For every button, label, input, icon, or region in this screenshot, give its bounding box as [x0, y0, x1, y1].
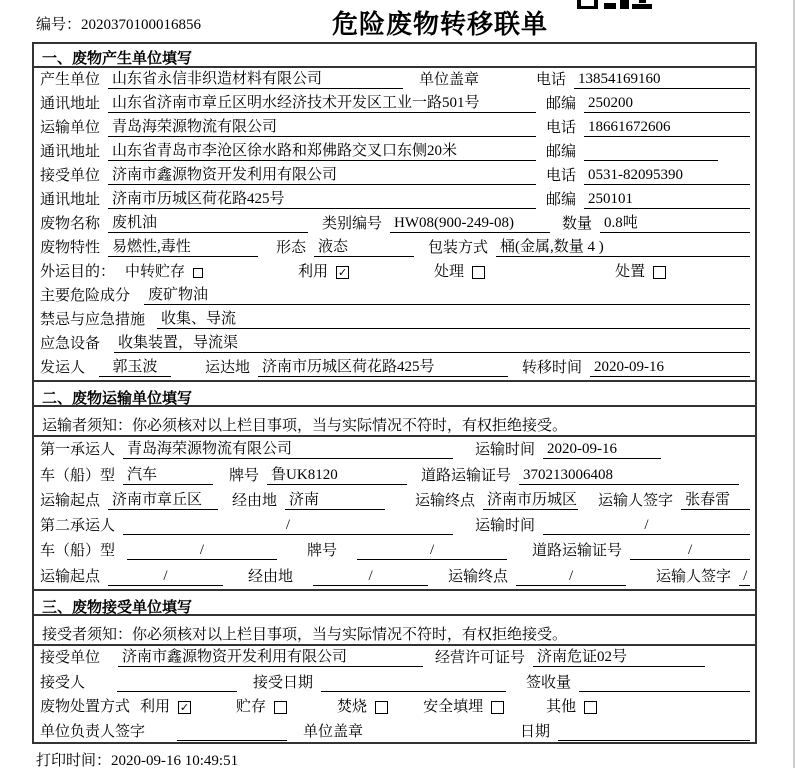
route-start1-label: 运输起点	[40, 492, 101, 509]
waste-property-row	[34, 236, 755, 260]
disposal-storage-label: 贮存	[236, 699, 267, 716]
vehicle-type1-label: 车（船）型	[40, 467, 116, 484]
disposal-landfill-option	[423, 695, 504, 716]
disposal-landfill-checkbox	[491, 701, 504, 714]
hazard-component-label: 主要危险成分	[40, 288, 131, 304]
transporter-phone-label: 电话	[546, 120, 577, 136]
date-value	[558, 724, 750, 741]
date-label: 日期	[519, 723, 550, 740]
section3-title: 三、废物接受单位填写	[34, 589, 755, 616]
serial-number	[36, 13, 201, 34]
first-carrier-value: 青岛海荣源物流有限公司	[123, 437, 453, 459]
disposal-utilize-option	[140, 695, 191, 716]
purpose-treat-option	[434, 260, 485, 281]
accepting-unit-label: 接受单位	[40, 650, 101, 667]
road-permit1-value: 370213006408	[519, 467, 739, 485]
purpose-dispose-checkbox	[653, 266, 666, 279]
physical-form-value: 液态	[314, 235, 414, 257]
vehicle1-row	[34, 462, 755, 487]
producer-unit-value: 山东省永信非织造材料有限公司	[108, 67, 403, 89]
quantity-value: 0.8吨	[600, 211, 750, 233]
license-number-label: 经营许可证号	[435, 650, 526, 667]
first-carrier-label: 第一承运人	[40, 442, 116, 459]
second-carrier-value: /	[123, 517, 453, 535]
receiver-address-row	[34, 188, 755, 212]
transporter-unit-row	[34, 116, 755, 140]
receiver-phone-value: 0531-82095390	[584, 167, 750, 185]
responsible-signature-label: 单位负责人签字	[40, 723, 146, 740]
disposal-other-option	[546, 695, 597, 716]
second-carrier-label: 第二承运人	[40, 518, 116, 535]
section3-body	[34, 646, 755, 744]
destination-label: 运达地	[205, 360, 251, 376]
receiver-notice: 接受者须知：你必须核对以上栏目事项，当与实际情况不符时，有权拒绝接受。	[34, 616, 755, 646]
transport-time1-label: 运输时间	[475, 442, 536, 459]
producer-phone-label: 电话	[535, 72, 566, 88]
quantity-label: 数量	[562, 216, 593, 232]
emergency-equipment-value: 收集装置，导流渠	[114, 331, 750, 353]
producer-unit-row	[34, 68, 755, 92]
route-via1-label: 经由地	[232, 492, 278, 509]
vehicle-type1-value: 汽车	[123, 463, 213, 485]
disposal-incinerate-option	[337, 695, 388, 716]
transporter-address-value: 山东省青岛市李沧区徐水路和郑佛路交叉口东侧20米	[108, 139, 536, 161]
document-title: 危险废物转移联单	[331, 9, 548, 39]
disposal-incinerate-checkbox	[375, 701, 388, 714]
disposal-utilize-label: 利用	[140, 699, 171, 716]
carrier-signature2-label: 运输人签字	[656, 568, 732, 585]
transfer-date-value: 2020-09-16	[590, 359, 750, 377]
receiver-unit-label: 接受单位	[40, 168, 101, 184]
section2-title: 二、废物运输单位填写	[34, 380, 755, 407]
qr-code-fragment-icon	[577, 0, 652, 9]
receiver-person-label: 接受人	[40, 674, 86, 691]
receiver-person-row	[34, 670, 755, 695]
second-carrier-row	[34, 513, 755, 538]
responsible-signature-value	[177, 724, 287, 741]
transporter-postcode-value	[584, 144, 718, 161]
section1-title: 一、废物产生单位填写	[34, 44, 755, 68]
responsible-signature-row	[34, 719, 755, 744]
disposal-method-row	[34, 695, 755, 720]
producer-address-row	[34, 92, 755, 116]
road-permit2-label: 道路运输证号	[532, 543, 623, 560]
vehicle-type2-label: 车（船）型	[40, 543, 116, 560]
transporter-unit-label: 运输单位	[40, 120, 101, 136]
section1-body	[34, 68, 755, 380]
hazard-component-value: 废矿物油	[144, 283, 750, 305]
disposal-other-label: 其他	[546, 699, 577, 716]
waste-name-value: 废机油	[108, 211, 308, 233]
consignor-value: 郭玉波	[99, 355, 171, 377]
receiver-person-value	[117, 675, 237, 692]
transfer-purpose-label: 外运目的：	[40, 264, 116, 280]
route1-row	[34, 488, 755, 513]
print-time-value: 2020-09-16 10:49:51	[111, 753, 239, 768]
transporter-postcode-label: 邮编	[546, 144, 577, 160]
accepting-unit-value: 济南市鑫源物资开发利用有限公司	[118, 645, 423, 667]
transporter-notice: 运输者须知：你必须核对以上栏目事项，当与实际情况不符时，有权拒绝接受。	[34, 407, 755, 437]
producer-postcode-value: 250200	[584, 95, 750, 113]
print-time	[36, 749, 238, 768]
disposal-method-label: 废物处置方式	[40, 699, 131, 716]
route-start2-value: /	[108, 568, 223, 586]
taboo-emergency-label: 禁忌与应急措施	[40, 312, 146, 328]
disposal-storage-option	[236, 695, 287, 716]
route2-row	[34, 563, 755, 588]
receive-date-value	[321, 675, 506, 692]
transporter-address-label: 通讯地址	[40, 144, 101, 160]
waste-property-label: 废物特性	[40, 240, 101, 256]
route-end1-value: 济南市历城区	[483, 488, 578, 510]
carrier-signature1-value: 张春雷	[681, 488, 750, 510]
vehicle-type2-value: /	[127, 542, 277, 560]
purpose-utilize-checkbox: ✓	[337, 266, 348, 279]
route-via1-value: 济南	[285, 488, 385, 510]
waste-name-row	[34, 212, 755, 236]
route-via2-value: /	[313, 568, 428, 586]
packaging-label: 包装方式	[428, 240, 489, 256]
producer-address-label: 通讯地址	[40, 96, 101, 112]
first-carrier-row	[34, 437, 755, 462]
unit-seal2-label: 单位盖章	[303, 723, 364, 740]
route-start1-value: 济南市章丘区	[108, 488, 218, 510]
route-start2-label: 运输起点	[40, 568, 101, 585]
carrier-signature1-label: 运输人签字	[598, 492, 674, 509]
vehicle2-row	[34, 538, 755, 563]
disposal-other-checkbox	[584, 701, 597, 714]
plate-number1-value: 鲁UK8120	[267, 463, 407, 485]
receiver-unit-row	[34, 164, 755, 188]
transport-time1-value: 2020-09-16	[543, 441, 661, 459]
transporter-address-row	[34, 140, 755, 164]
purpose-utilize-option	[298, 260, 349, 281]
manifest-form	[32, 42, 757, 744]
transporter-phone-value: 18661672606	[584, 119, 750, 137]
receiver-unit-value: 济南市鑫源物资开发利用有限公司	[108, 163, 536, 185]
road-permit1-label: 道路运输证号	[421, 467, 512, 484]
license-number-value: 济南危证02号	[533, 645, 705, 667]
received-amount-value	[579, 675, 750, 692]
receive-date-label: 接受日期	[253, 674, 314, 691]
transport-time2-value: /	[543, 517, 750, 535]
route-end2-value: /	[516, 568, 626, 586]
purpose-transit-storage-checkbox	[193, 268, 203, 278]
purpose-utilize-label: 利用	[298, 264, 329, 280]
purpose-transit-storage-label: 中转贮存	[125, 264, 186, 280]
transfer-purpose-row	[34, 260, 755, 284]
disposal-landfill-label: 安全填埋	[423, 699, 484, 716]
accepting-unit-row	[34, 646, 755, 671]
category-code-label: 类别编号	[322, 216, 383, 232]
route-end1-label: 运输终点	[415, 492, 476, 509]
receiver-address-label: 通讯地址	[40, 192, 101, 208]
serial-label: 编号：	[36, 17, 82, 33]
plate-number2-value: /	[357, 542, 507, 560]
receiver-postcode-label: 邮编	[546, 192, 577, 208]
route-end2-label: 运输终点	[448, 568, 509, 585]
transporter-unit-value: 青岛海荣源物流有限公司	[108, 115, 536, 137]
producer-address-value: 山东省济南市章丘区明水经济技术开发区工业一路501号	[108, 91, 536, 113]
print-time-label: 打印时间：	[36, 753, 112, 768]
waste-name-label: 废物名称	[40, 216, 101, 232]
plate-number2-label: 牌号	[307, 543, 338, 560]
route-via2-label: 经由地	[248, 568, 294, 585]
purpose-treat-checkbox	[472, 266, 485, 279]
disposal-storage-checkbox	[274, 701, 287, 714]
taboo-emergency-row	[34, 308, 755, 332]
serial-value: 2020370100016856	[81, 17, 202, 33]
purpose-dispose-option	[615, 260, 666, 281]
emergency-equipment-label: 应急设备	[40, 336, 101, 352]
destination-value: 济南市历城区荷花路425号	[258, 355, 508, 377]
receiver-address-value: 济南市历城区荷花路425号	[108, 187, 536, 209]
physical-form-label: 形态	[276, 240, 307, 256]
taboo-emergency-value: 收集、导流	[157, 307, 750, 329]
receiver-postcode-value: 250101	[584, 191, 750, 209]
purpose-dispose-label: 处置	[615, 264, 646, 280]
carrier-signature2-value: /	[739, 568, 750, 586]
producer-phone-value: 13854169160	[574, 71, 750, 89]
transport-time2-label: 运输时间	[475, 518, 536, 535]
disposal-utilize-checkbox: ✓	[179, 701, 190, 715]
unit-seal-label: 单位盖章	[419, 72, 480, 88]
road-permit2-value: /	[630, 542, 750, 560]
window-edge-line	[793, 0, 795, 768]
emergency-equipment-row	[34, 332, 755, 356]
consignor-label: 发运人	[40, 360, 86, 376]
transfer-date-label: 转移时间	[522, 360, 583, 376]
producer-unit-label: 产生单位	[40, 72, 101, 88]
receiver-phone-label: 电话	[546, 168, 577, 184]
packaging-value: 桶(金属,数量 4 )	[496, 235, 750, 257]
plate-number1-label: 牌号	[229, 467, 260, 484]
section2-body	[34, 437, 755, 589]
consignor-row	[34, 356, 755, 380]
producer-postcode-label: 邮编	[546, 96, 577, 112]
hazard-component-row	[34, 284, 755, 308]
waste-property-value: 易燃性,毒性	[108, 235, 258, 257]
purpose-treat-label: 处理	[434, 264, 465, 280]
disposal-incinerate-label: 焚烧	[337, 699, 368, 716]
received-amount-label: 签收量	[526, 674, 572, 691]
purpose-transit-storage-option	[125, 260, 203, 281]
category-code-value: HW08(900-249-08)	[390, 215, 550, 233]
